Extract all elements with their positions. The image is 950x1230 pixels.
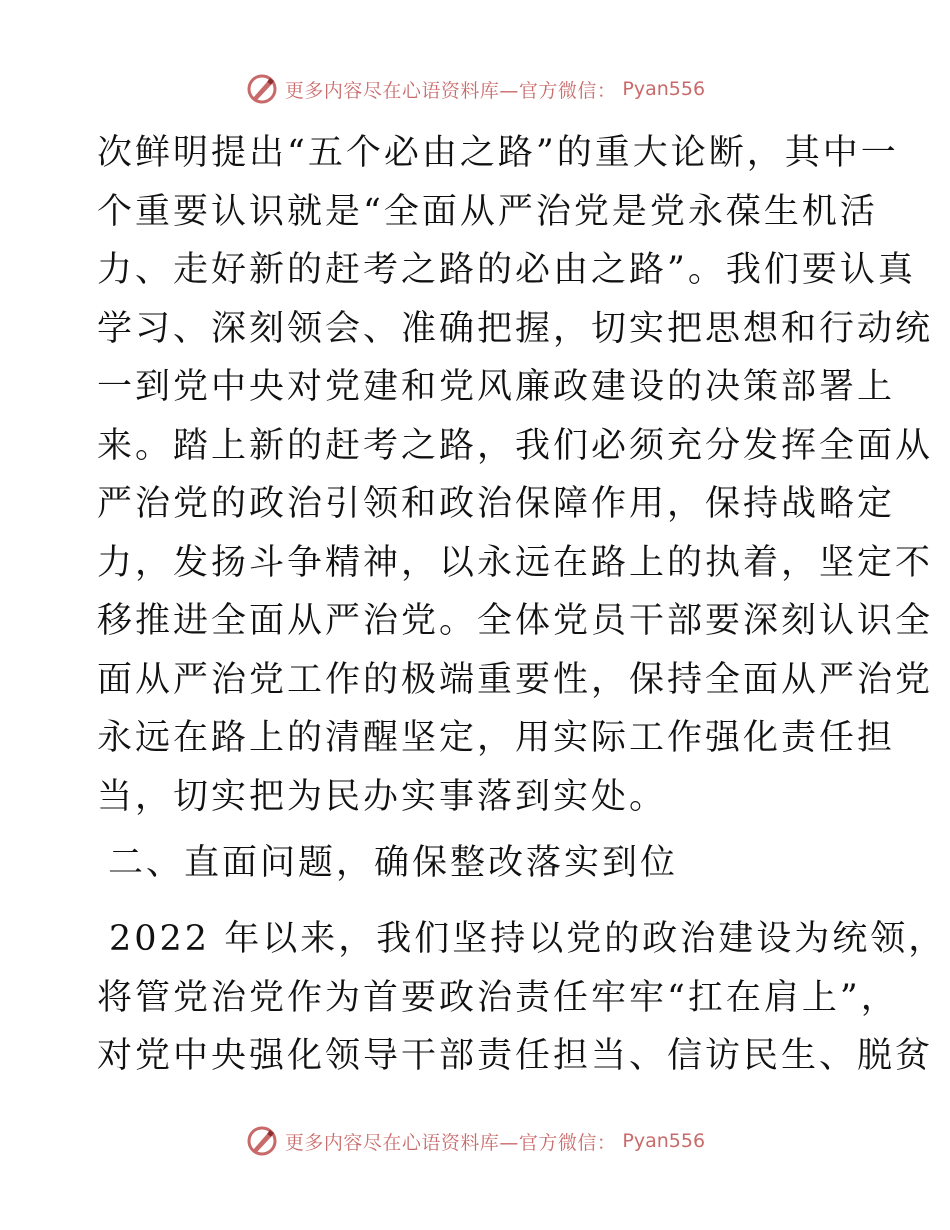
paragraph-1 — [97, 124, 934, 826]
paragraph-line: 次鲜明提出“五个必由之路”的重大论断，其中一 — [97, 133, 899, 173]
pen-logo-icon — [245, 72, 279, 106]
paragraph-line: 学习、深刻领会、准确把握，切实把思想和行动统 — [97, 308, 934, 349]
watermark-text: 更多内容尽在心语资料库—官方微信： — [284, 79, 617, 102]
paragraph-line: 面从严治党工作的极端重要性，保持全面从严治党 — [97, 659, 934, 700]
paragraph-line: 严治党的政治引领和政治保障作用，保持战略定 — [97, 484, 896, 524]
footer-watermark — [0, 1124, 950, 1158]
watermark-wechat-id: Pyan556 — [622, 78, 706, 100]
paragraph-line: 将管党治党作为首要政治责任牢牢“扛在肩上”， — [97, 977, 899, 1018]
paragraph-line: 当，切实把为民办实事落到实处。 — [97, 776, 668, 817]
paragraph-2 — [97, 910, 947, 1086]
paragraph-line: 力，发扬斗争精神，以永远在路上的执着，坚定不 — [97, 542, 934, 583]
pen-logo-icon — [245, 1124, 279, 1158]
paragraph-line: 一到党中央对党建和党风廉政建设的决策部署上 — [97, 367, 896, 407]
paragraph-line: 移推进全面从严治党。全体党员干部要深刻认识全 — [97, 601, 934, 641]
paragraph-line: 力、走好新的赶考之路的必由之路”。我们要认真 — [97, 250, 916, 290]
paragraph-line: 对党中央强化领导干部责任担当、信访民生、脱贫 — [97, 1036, 934, 1076]
paragraph-line: 来。踏上新的赶考之路，我们必须充分发挥全面从 — [97, 425, 934, 466]
watermark-text: 更多内容尽在心语资料库—官方微信： — [284, 1131, 617, 1154]
watermark-wechat-id: Pyan556 — [622, 1130, 706, 1152]
paragraph-line: 个重要认识就是“全面从严治党是党永葆生机活 — [97, 191, 878, 232]
section-heading: 二、直面问题，确保整改落实到位 — [108, 843, 679, 883]
header-watermark — [0, 72, 950, 106]
paragraph-line: 永远在路上的清醒坚定，用实际工作强化责任担 — [97, 718, 896, 758]
paragraph-line: 2022 年以来，我们坚持以党的政治建设为统领， — [109, 919, 947, 959]
